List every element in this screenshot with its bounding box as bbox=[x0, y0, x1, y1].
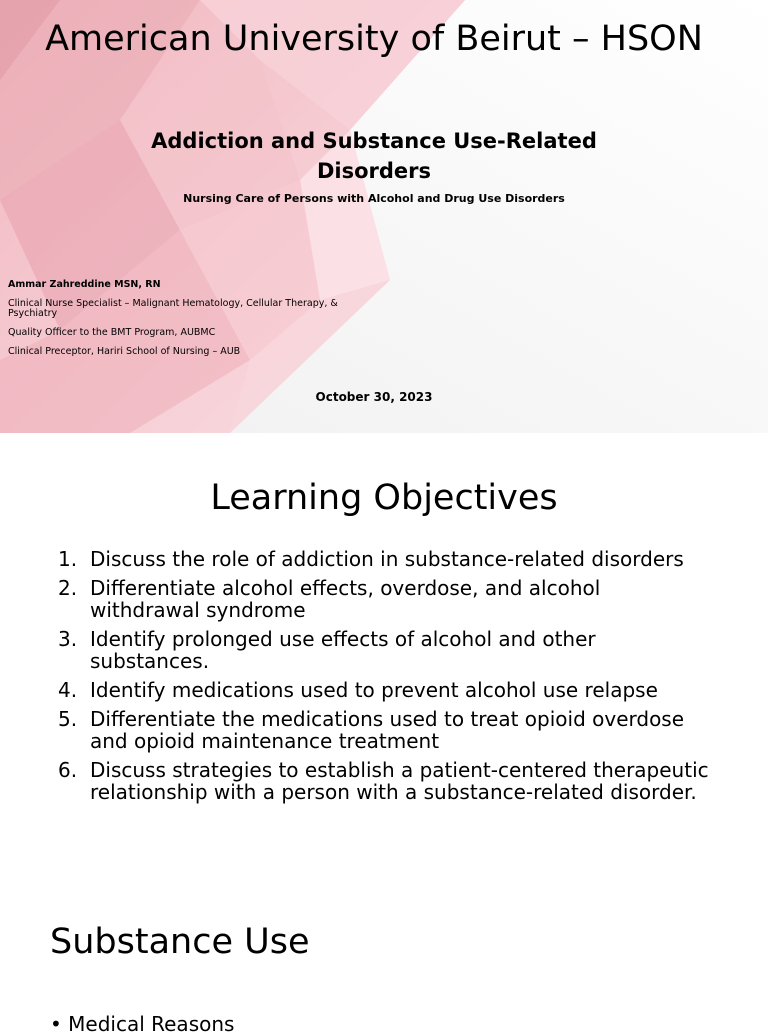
author-role: Clinical Nurse Specialist – Malignant Hematology, Cellular Therapy, & Psychiatry bbox=[8, 298, 338, 319]
institution-header: American University of Beirut – HSON bbox=[45, 19, 703, 59]
bullet-item: • Medical Reasons bbox=[50, 1012, 235, 1036]
item-number: 3. bbox=[58, 627, 78, 651]
author-block bbox=[8, 279, 368, 366]
item-text: Identify medications used to prevent alcohol use relapse bbox=[90, 678, 658, 702]
author-role: Quality Officer to the BMT Program, AUBMC bbox=[8, 327, 216, 338]
presentation-title: Addiction and Substance Use-Related Disorders bbox=[151, 129, 597, 183]
learning-objectives-slide bbox=[0, 433, 768, 870]
objectives-list bbox=[50, 548, 710, 810]
item-text: Discuss the role of addiction in substance-related disorders bbox=[90, 547, 684, 571]
substance-use-slide bbox=[0, 870, 768, 1036]
item-number: 1. bbox=[58, 547, 78, 571]
item-text: Identify prolonged use effects of alcohol and other substances. bbox=[90, 627, 596, 673]
item-text: Differentiate the medications used to treat opioid overdose and opioid maintenance treatment bbox=[90, 707, 685, 753]
item-number: 2. bbox=[58, 576, 78, 600]
item-number: 6. bbox=[58, 758, 78, 782]
list-item bbox=[50, 708, 710, 752]
list-item bbox=[50, 577, 710, 621]
slide-heading: Substance Use bbox=[50, 922, 310, 962]
presentation-date: October 30, 2023 bbox=[315, 390, 433, 404]
item-number: 5. bbox=[58, 707, 78, 731]
title-slide bbox=[0, 0, 768, 433]
list-item bbox=[50, 759, 710, 803]
author-name: Ammar Zahreddine MSN, RN bbox=[8, 279, 161, 290]
slide-heading: Learning Objectives bbox=[210, 478, 558, 518]
presentation-subtitle: Nursing Care of Persons with Alcohol and Drug Use Disorders bbox=[183, 192, 565, 205]
item-text: Discuss strategies to establish a patient-centered therapeutic relationship with a person with a substance-related disorder. bbox=[90, 758, 709, 804]
item-text: Differentiate alcohol effects, overdose, and alcohol withdrawal syndrome bbox=[90, 576, 601, 622]
list-item bbox=[50, 548, 710, 570]
polygon-background bbox=[0, 0, 768, 433]
author-role: Clinical Preceptor, Hariri School of Nursing – AUB bbox=[8, 346, 241, 357]
item-number: 4. bbox=[58, 678, 78, 702]
list-item bbox=[50, 679, 710, 701]
list-item bbox=[50, 628, 710, 672]
